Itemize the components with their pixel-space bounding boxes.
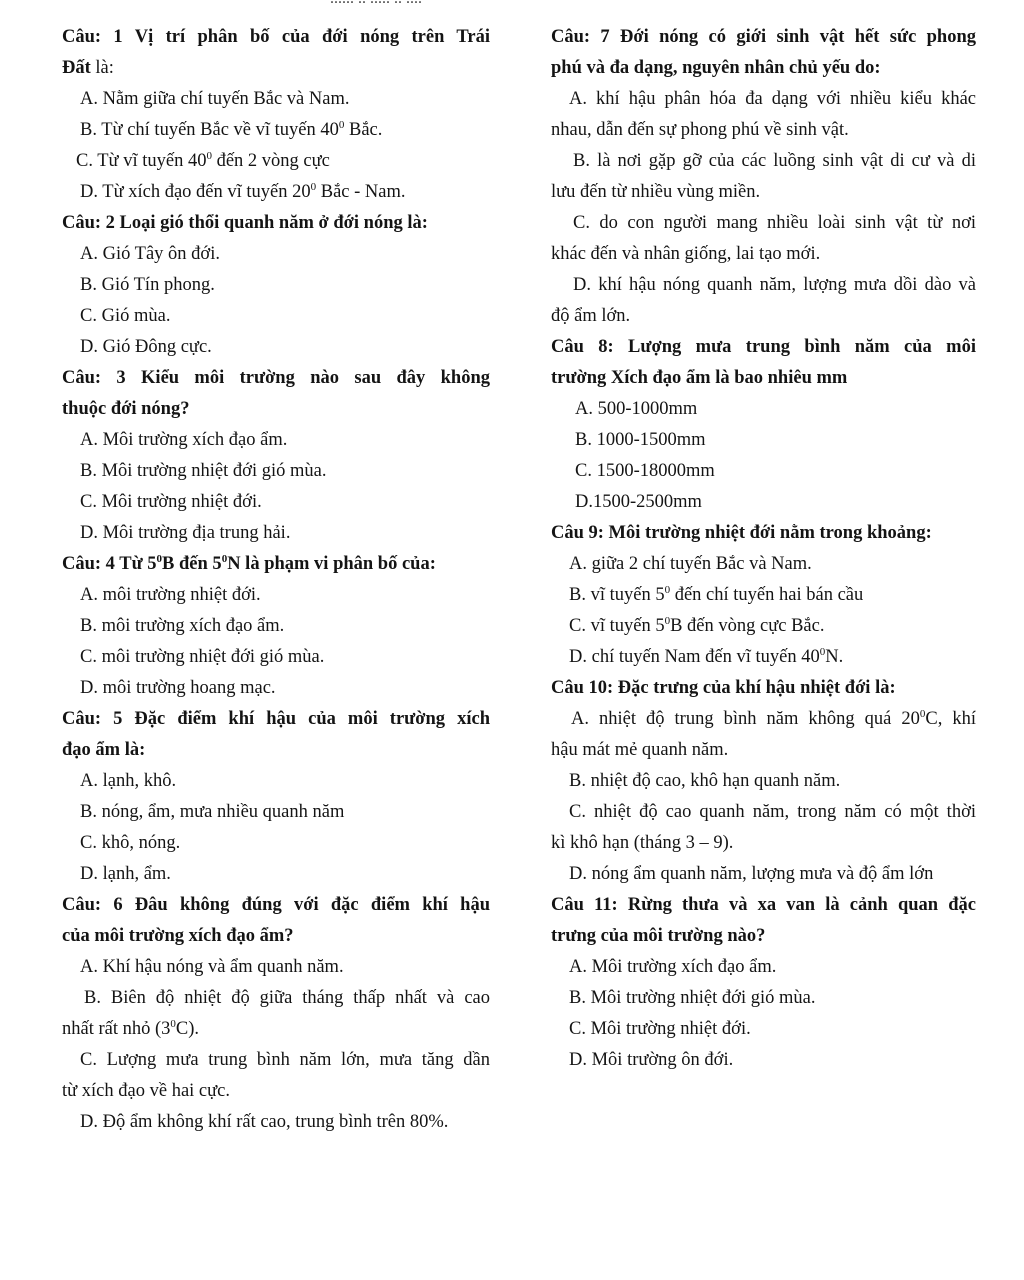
question-text-line (62, 394, 490, 425)
question-text-line (551, 673, 976, 704)
text-segment: A. khí hậu phân hóa đa dạng với nhiều kiểu khác (569, 89, 976, 109)
degree-superscript: 0 (338, 119, 345, 131)
answer-option (62, 332, 490, 363)
text-segment: Câu 8: Lượng mưa trung bình năm của môi (551, 337, 976, 357)
text-segment: nhau, dẫn đến sự phong phú về sinh vật. (551, 120, 849, 140)
text-segment: trưng của môi trường nào? (551, 926, 766, 946)
answer-option (62, 301, 490, 332)
answer-option (62, 1045, 490, 1076)
text-segment: D. Độ ẩm không khí rất cao, trung bình trên 80%. (80, 1112, 449, 1132)
question-right-3 (551, 518, 976, 673)
degree-superscript: 0 (819, 646, 826, 658)
text-segment: phú và đa dạng, nguyên nhân chủ yếu do: (551, 58, 881, 78)
question-left-1 (62, 22, 490, 208)
answer-option (551, 797, 976, 828)
text-segment: A. Gió Tây ôn đới. (80, 244, 220, 264)
text-segment-bold: Đất (62, 58, 91, 78)
answer-option (62, 425, 490, 456)
text-segment: C. Gió mùa. (80, 306, 171, 326)
question-text-line (62, 549, 490, 580)
answer-option (551, 487, 976, 518)
text-segment: C. môi trường nhiệt đới gió mùa. (80, 647, 325, 667)
text-segment: độ ẩm lớn. (551, 306, 631, 326)
answer-option (62, 580, 490, 611)
text-segment: B. 1000-1500mm (575, 430, 706, 450)
answer-option (62, 146, 490, 177)
text-segment: D. khí hậu nóng quanh năm, lượng mưa dồi dào và (573, 275, 976, 295)
text-segment: N là phạm vi phân bố của: (227, 554, 436, 574)
cropped-top-text-content (330, 0, 422, 8)
text-segment: A. lạnh, khô. (80, 771, 177, 791)
question-text-line (551, 890, 976, 921)
answer-option (551, 642, 976, 673)
text-segment: Câu: 1 Vị trí phân bố của đới nóng trên Trái (62, 27, 490, 47)
text-segment: C. nhiệt độ cao quanh năm, trong năm có một thời (569, 802, 976, 822)
text-segment: B. nóng, ẩm, mưa nhiều quanh năm (80, 802, 345, 822)
text-segment: C. Từ vĩ tuyến 40 (76, 151, 207, 171)
text-segment: đến 2 vòng cực (211, 151, 330, 171)
text-segment: B đến 5 (162, 554, 222, 574)
text-segment: A. giữa 2 chí tuyến Bắc và Nam. (569, 554, 812, 574)
answer-option (551, 270, 976, 301)
answer-option (551, 735, 976, 766)
text-segment: A. 500-1000mm (575, 399, 698, 419)
text-segment: lưu đến từ nhiều vùng miền. (551, 182, 761, 202)
answer-option (62, 1076, 490, 1107)
degree-superscript: 0 (156, 553, 163, 565)
text-segment: D. môi trường hoang mạc. (80, 678, 276, 698)
text-segment: B. Gió Tín phong. (80, 275, 215, 295)
text-segment: B. Từ chí tuyến Bắc về vĩ tuyến 40 (80, 120, 339, 140)
answer-option (62, 642, 490, 673)
cropped-top-text (330, 0, 460, 6)
answer-option (551, 859, 976, 890)
question-text-line (62, 53, 490, 84)
question-text-line (551, 518, 976, 549)
question-left-3 (62, 363, 490, 549)
question-text-line (551, 332, 976, 363)
answer-option (551, 208, 976, 239)
answer-option (551, 766, 976, 797)
text-segment: A. Nằm giữa chí tuyến Bắc và Nam. (80, 89, 350, 109)
text-segment: D. chí tuyến Nam đến vĩ tuyến 40 (569, 647, 820, 667)
text-segment: Câu: 2 Loại gió thổi quanh năm ở đới nóng là: (62, 213, 428, 233)
text-segment: B đến vòng cực Bắc. (670, 616, 825, 636)
text-segment: hậu mát mẻ quanh năm. (551, 740, 729, 760)
answer-option (551, 301, 976, 332)
answer-option (62, 84, 490, 115)
text-segment: từ xích đạo về hai cực. (62, 1081, 230, 1101)
text-segment: D. nóng ẩm quanh năm, lượng mưa và độ ẩm lớn (569, 864, 934, 884)
text-segment: D. Gió Đông cực. (80, 337, 212, 357)
degree-superscript: 0 (221, 553, 228, 565)
question-right-5 (551, 890, 976, 1076)
text-segment: đến chí tuyến hai bán cầu (670, 585, 864, 605)
text-segment: Câu: 4 Từ 5 (62, 554, 157, 574)
answer-option (551, 1014, 976, 1045)
text-segment: của môi trường xích đạo ẩm? (62, 926, 294, 946)
answer-option (62, 828, 490, 859)
answer-option (551, 456, 976, 487)
question-text-line (62, 735, 490, 766)
text-segment: kì khô hạn (tháng 3 – 9). (551, 833, 734, 853)
answer-option (62, 518, 490, 549)
text-segment: Bắc - Nam. (316, 182, 406, 202)
degree-superscript: 0 (170, 1018, 176, 1030)
question-text-line (62, 704, 490, 735)
answer-option (551, 146, 976, 177)
question-left-4 (62, 549, 490, 704)
answer-option (551, 394, 976, 425)
text-segment: trường Xích đạo ẩm là bao nhiêu mm (551, 368, 848, 388)
answer-option (62, 115, 490, 146)
text-segment: A. môi trường nhiệt đới. (80, 585, 261, 605)
text-segment: D. lạnh, ẩm. (80, 864, 171, 884)
text-segment: D. Từ xích đạo đến vĩ tuyến 20 (80, 182, 311, 202)
text-segment: C. Môi trường nhiệt đới. (569, 1019, 751, 1039)
answer-option (551, 828, 976, 859)
text-segment: A. Khí hậu nóng và ẩm quanh năm. (80, 957, 344, 977)
text-segment: B. là nơi gặp gỡ của các luồng sinh vật di cư và di (573, 151, 976, 171)
text-segment: Câu 10: Đặc trưng của khí hậu nhiệt đới là: (551, 678, 896, 698)
text-segment: đạo ẩm là: (62, 740, 146, 760)
text-segment: C. Lượng mưa trung bình năm lớn, mưa tăng dần (80, 1050, 490, 1070)
text-segment: A. Môi trường xích đạo ẩm. (80, 430, 288, 450)
question-text-line (62, 890, 490, 921)
answer-option (551, 549, 976, 580)
text-segment: C, khí (925, 709, 976, 729)
answer-option (551, 611, 976, 642)
answer-option (62, 177, 490, 208)
answer-option (551, 239, 976, 270)
answer-option (62, 270, 490, 301)
text-segment: N. (825, 647, 844, 667)
text-segment: Câu 11: Rừng thưa và xa van là cảnh quan đặc (551, 895, 976, 915)
text-segment: thuộc đới nóng? (62, 399, 190, 419)
answer-option (62, 611, 490, 642)
question-right-1 (551, 22, 976, 332)
question-left-5 (62, 704, 490, 890)
right-column (551, 22, 976, 1076)
text-segment: B. môi trường xích đạo ẩm. (80, 616, 285, 636)
text-segment: C). (175, 1019, 200, 1039)
text-segment: Câu: 6 Đâu không đúng với đặc điểm khí hậu (62, 895, 490, 915)
answer-option (551, 952, 976, 983)
question-text-line (62, 22, 490, 53)
question-text-line (62, 363, 490, 394)
answer-option (551, 425, 976, 456)
answer-option (62, 797, 490, 828)
degree-superscript: 0 (919, 708, 926, 720)
answer-option (551, 704, 976, 735)
question-text-line (551, 363, 976, 394)
text-segment: B. Môi trường nhiệt đới gió mùa. (569, 988, 816, 1008)
text-segment: B. Môi trường nhiệt đới gió mùa. (80, 461, 327, 481)
answer-option (551, 1045, 976, 1076)
answer-option (62, 239, 490, 270)
question-right-4 (551, 673, 976, 890)
text-segment: Câu: 7 Đới nóng có giới sinh vật hết sức phong (551, 27, 976, 47)
text-segment: A. Môi trường xích đạo ẩm. (569, 957, 777, 977)
text-segment: C. do con người mang nhiều loài sinh vật từ nơi (573, 213, 976, 233)
question-text-line (551, 921, 976, 952)
answer-option (551, 177, 976, 208)
question-left-2 (62, 208, 490, 363)
answer-option (551, 115, 976, 146)
answer-option (62, 983, 490, 1014)
question-left-6 (62, 890, 490, 1138)
answer-option (62, 487, 490, 518)
text-segment: C. vĩ tuyến 5 (569, 616, 665, 636)
answer-option (62, 859, 490, 890)
question-text-line (62, 921, 490, 952)
text-segment: D. Môi trường ôn đới. (569, 1050, 734, 1070)
text-segment: khác đến và nhân giống, lai tạo mới. (551, 244, 821, 264)
question-text-line (551, 22, 976, 53)
answer-option (62, 766, 490, 797)
degree-superscript: 0 (664, 615, 671, 627)
text-segment: D. Môi trường địa trung hải. (80, 523, 291, 543)
degree-superscript: 0 (664, 584, 671, 596)
text-segment: Câu 9: Môi trường nhiệt đới nằm trong khoảng: (551, 523, 932, 543)
answer-option (551, 580, 976, 611)
answer-option (62, 952, 490, 983)
text-segment: A. nhiệt độ trung bình năm không quá 20 (571, 709, 920, 729)
question-text-line (551, 53, 976, 84)
left-column (62, 22, 490, 1138)
degree-superscript: 0 (206, 150, 212, 162)
question-right-2 (551, 332, 976, 518)
answer-option (62, 673, 490, 704)
text-segment: Câu: 3 Kiểu môi trường nào sau đây không (62, 368, 490, 388)
answer-option (62, 456, 490, 487)
question-text-line (62, 208, 490, 239)
answer-option (62, 1107, 490, 1138)
text-segment: B. Biên độ nhiệt độ giữa tháng thấp nhất và cao (84, 988, 490, 1008)
answer-option (551, 84, 976, 115)
text-segment: B. nhiệt độ cao, khô hạn quanh năm. (569, 771, 841, 791)
text-segment: C. 1500-18000mm (575, 461, 715, 481)
text-segment: B. vĩ tuyến 5 (569, 585, 665, 605)
text-segment: C. khô, nóng. (80, 833, 181, 853)
answer-option (62, 1014, 490, 1045)
text-segment: D.1500-2500mm (575, 492, 702, 512)
text-segment: Đất là: (62, 58, 114, 78)
text-segment: nhất rất nhỏ (3 (62, 1019, 171, 1039)
text-segment: Câu: 5 Đặc điểm khí hậu của môi trường xích (62, 709, 490, 729)
degree-superscript: 0 (310, 181, 317, 193)
text-segment: Bắc. (344, 120, 383, 140)
answer-option (551, 983, 976, 1014)
text-segment: C. Môi trường nhiệt đới. (80, 492, 262, 512)
